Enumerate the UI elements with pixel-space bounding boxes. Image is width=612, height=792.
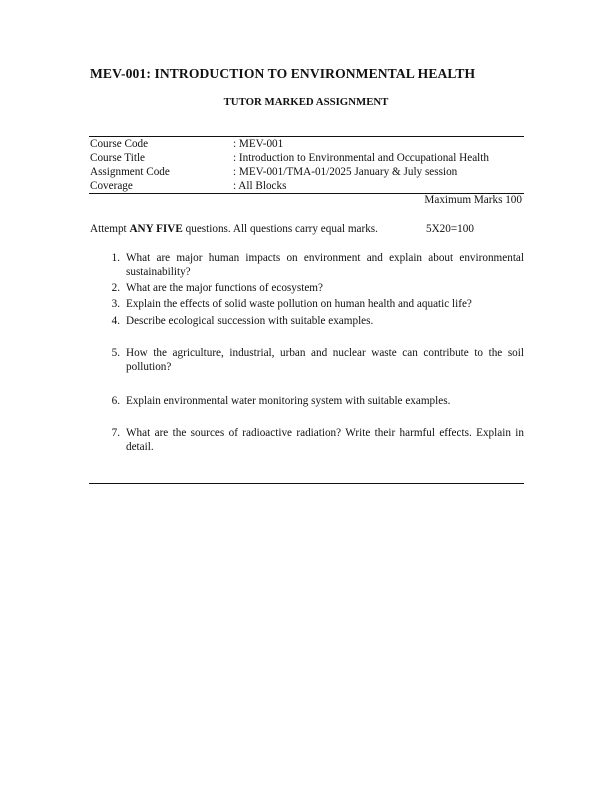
question-text: What are the major functions of ecosystem?	[126, 282, 323, 294]
instructions-emphasis: ANY FIVE	[129, 223, 183, 235]
question-text: What are major human impacts on environment and explain about environmental sustainability?	[126, 252, 524, 278]
question-text: Explain the effects of solid waste pollution on human health and aquatic life?	[126, 298, 472, 310]
question-number: 5.	[111, 347, 120, 359]
course-title-value: : Introduction to Environmental and Occupational Health	[233, 152, 489, 164]
question-number: 1.	[111, 252, 120, 264]
assignment-code-label: Assignment Code	[90, 166, 170, 178]
course-title-label: Course Title	[90, 152, 146, 164]
question-number: 6.	[111, 395, 120, 407]
course-code-label: Course Code	[90, 138, 149, 150]
coverage-value: : All Blocks	[233, 180, 287, 192]
instructions-suffix: questions. All questions carry equal marks.	[182, 223, 378, 235]
document-subtitle: TUTOR MARKED ASSIGNMENT	[223, 96, 389, 108]
marks-formula: 5X20=100	[426, 223, 474, 235]
assignment-code-value: : MEV-001/TMA-01/2025 January & July session	[233, 166, 458, 178]
maximum-marks: Maximum Marks 100	[424, 194, 522, 206]
question-number: 3.	[111, 298, 120, 310]
question-text: How the agriculture, industrial, urban and nuclear waste can contribute to the soil pollution?	[126, 347, 524, 373]
question-number: 7.	[111, 427, 120, 439]
coverage-label: Coverage	[90, 180, 133, 192]
bottom-divider	[89, 483, 524, 484]
question-number: 2.	[111, 282, 120, 294]
document-title: MEV-001: INTRODUCTION TO ENVIRONMENTAL HEALTH	[90, 66, 476, 81]
instructions-prefix: Attempt	[90, 223, 130, 235]
question-text: What are the sources of radioactive radiation? Write their harmful effects. Explain in detail.	[126, 427, 524, 453]
question-text: Explain environmental water monitoring system with suitable examples.	[126, 395, 451, 407]
question-number: 4.	[111, 315, 120, 327]
course-code-value: : MEV-001	[233, 138, 284, 150]
question-text: Describe ecological succession with suitable examples.	[126, 315, 374, 327]
